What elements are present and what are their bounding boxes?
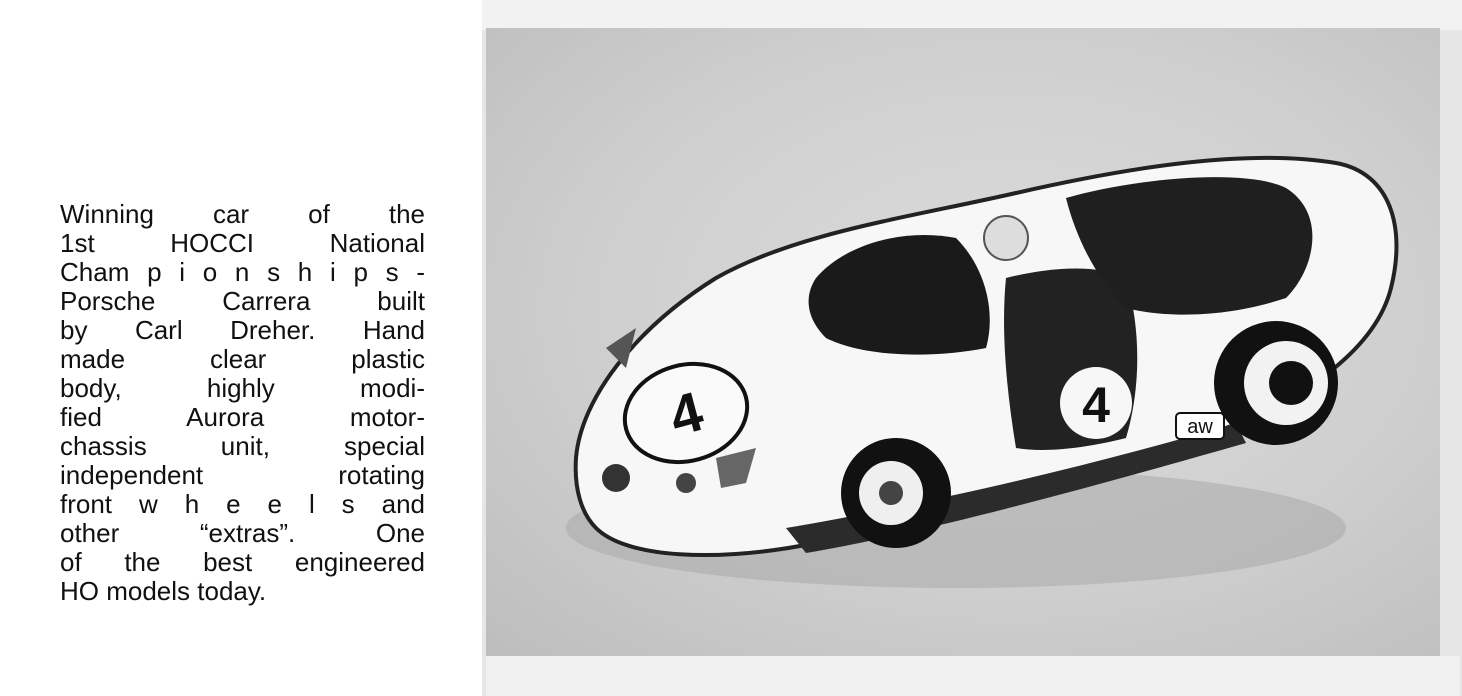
photo-caption bbox=[60, 200, 425, 606]
caption-line: front w h e e l s and bbox=[60, 489, 425, 519]
caption-line: of the best engineered bbox=[60, 547, 425, 577]
caption-line: Winning car of the bbox=[60, 199, 425, 229]
caption-line: independent rotating bbox=[60, 460, 425, 490]
door-number: 4 bbox=[1082, 377, 1110, 433]
car-illustration bbox=[486, 28, 1440, 656]
caption-line: body, highly modi- bbox=[60, 373, 425, 403]
caption-line: 1st HOCCI National bbox=[60, 228, 425, 258]
caption-line: Cham p i o n s h i p s - bbox=[60, 257, 425, 287]
photo-frame bbox=[482, 0, 1462, 696]
caption-line: made clear plastic bbox=[60, 344, 425, 374]
caption-line: HO models today. bbox=[60, 576, 267, 606]
photo-margin bbox=[486, 656, 1460, 696]
hood-number: 4 bbox=[662, 379, 710, 448]
caption-line: other “extras”. One bbox=[60, 518, 425, 548]
car-photo bbox=[486, 28, 1440, 656]
caption-line: Porsche Carrera built bbox=[60, 286, 425, 316]
caption-line: fied Aurora motor- bbox=[60, 402, 425, 432]
caption-line: by Carl Dreher. Hand bbox=[60, 315, 425, 345]
logo-badge: aw bbox=[1187, 416, 1213, 438]
caption-line: chassis unit, special bbox=[60, 431, 425, 461]
